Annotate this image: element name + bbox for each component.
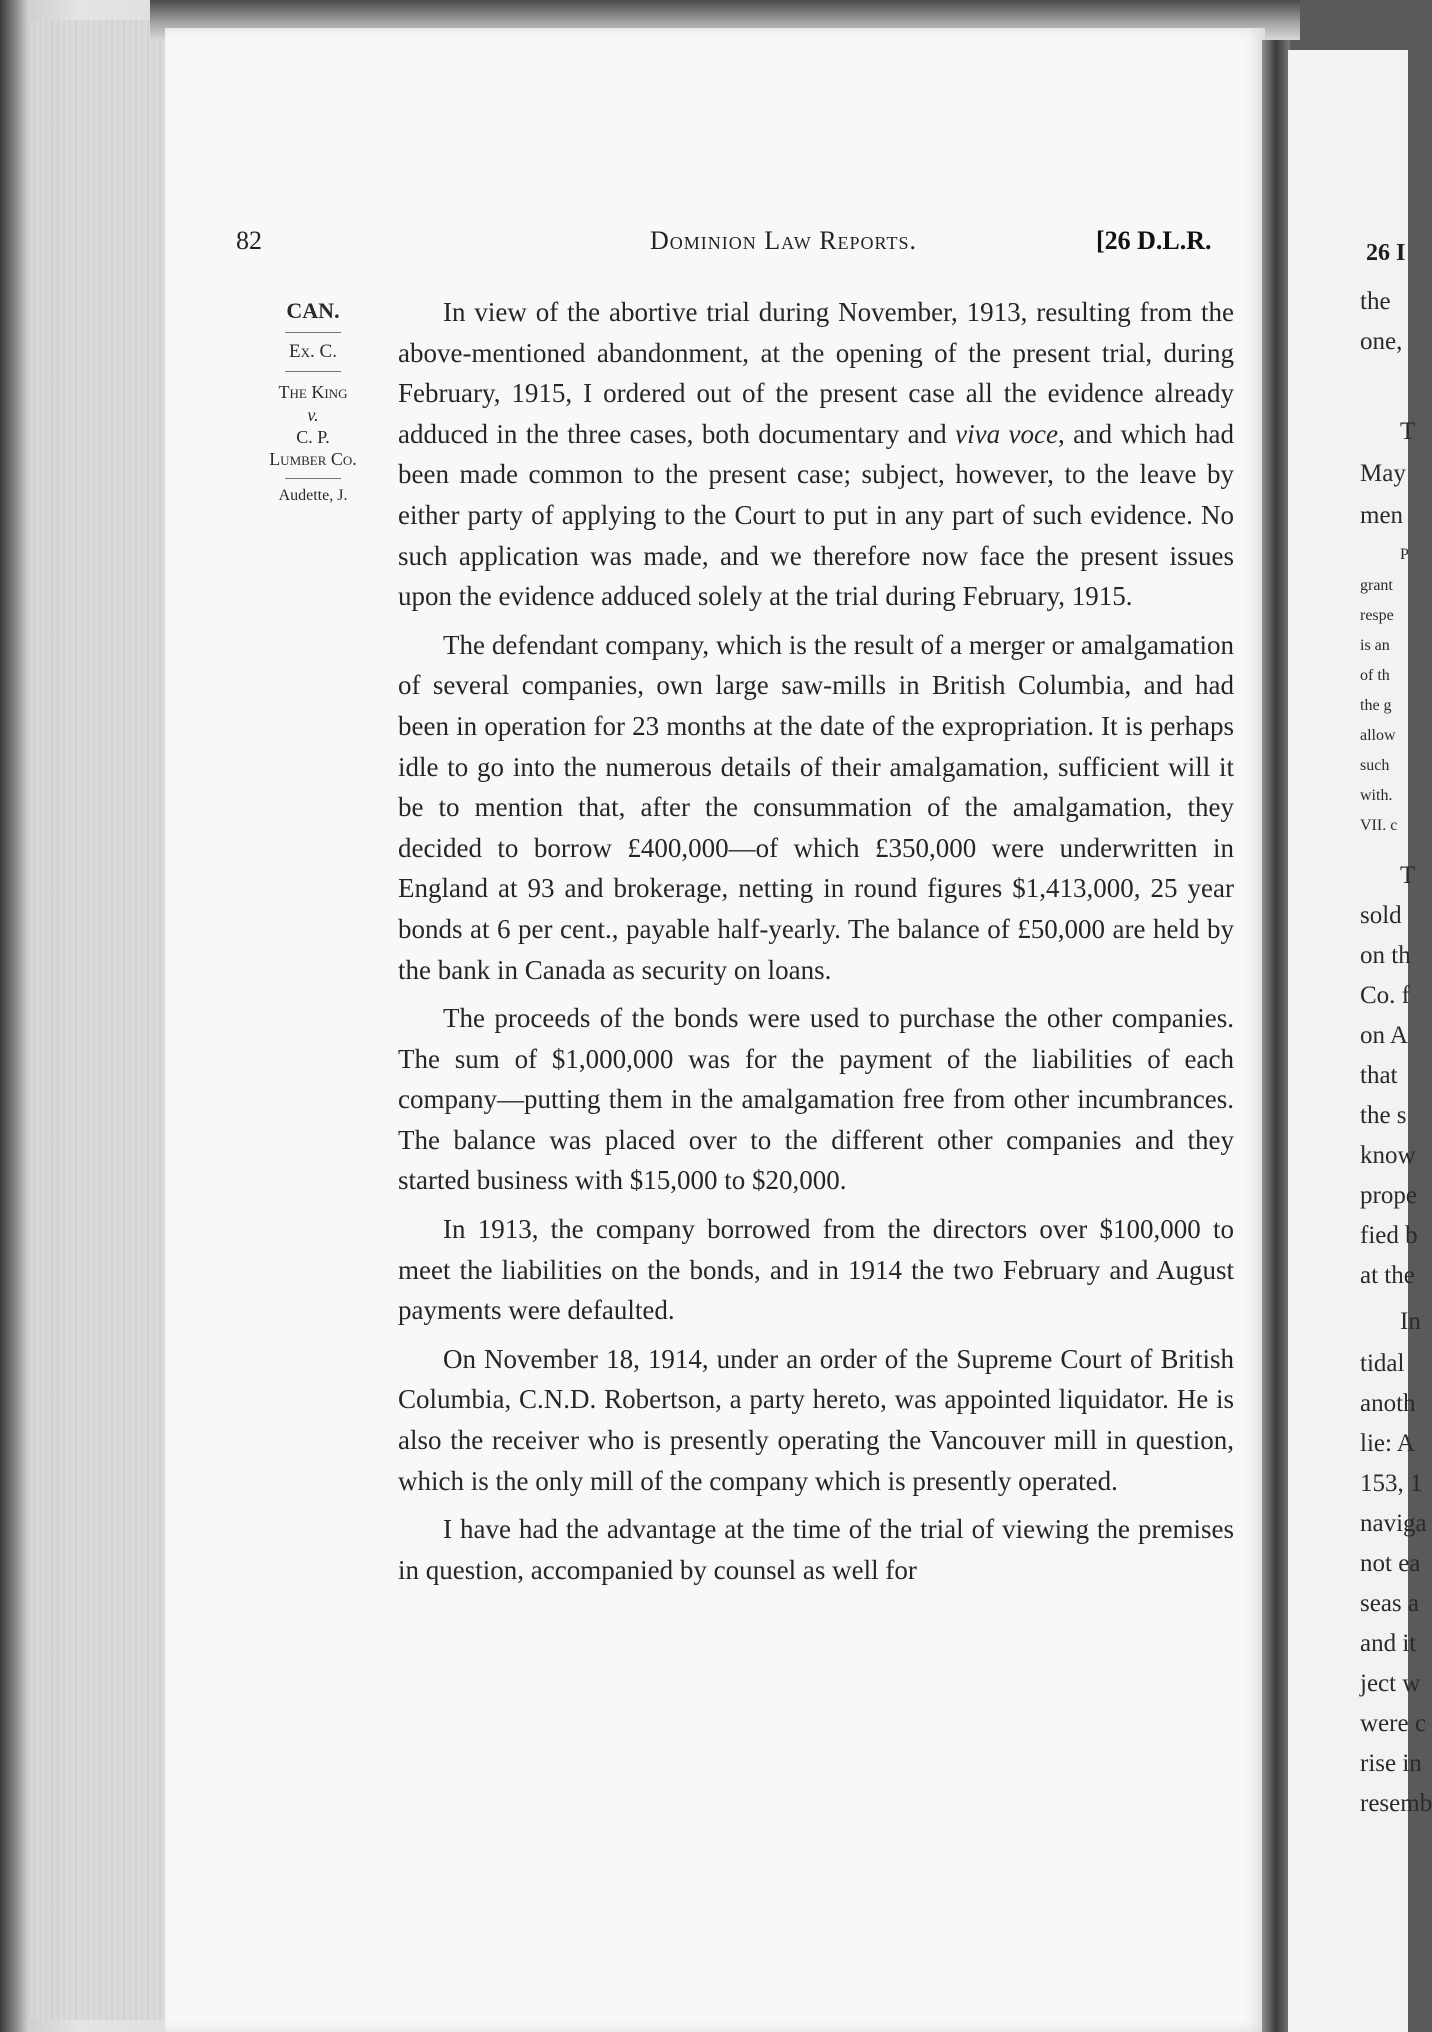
next-page-fragment: P (1400, 546, 1409, 563)
page-number: 82 (236, 226, 262, 255)
paragraph-3: The proceeds of the bonds were used to purchase the other companies. The sum of $1,000,000 was for the payment of the liabilities of each company—putting them in the amalgamation free from other incumbrances. The balance was placed over to the different other companies and they started business with $15,000 to $20,000. (398, 1003, 1234, 1196)
next-page-fragment: at the (1360, 1262, 1415, 1289)
next-page-fragment: naviga (1360, 1510, 1427, 1537)
party-defendant-line2: Lumber Co. (269, 449, 357, 469)
next-page-fragment: know (1360, 1142, 1416, 1169)
next-page-fragment: anoth (1360, 1390, 1416, 1417)
next-page-fragment: T (1400, 862, 1416, 889)
paragraph-2: The defendant company, which is the result of a merger or amalgamation of several companies, own large saw-mills in British Columbia, and had been in operation for 23 months at the date of the expropriation. It is perhaps idle to go into the numerous details of their amalgamation, sufficient will it be to mention that, after the consummation of the amalgamation, they decided to borrow £400,000—of which £350,000 were underwritten in England at 93 and brokerage, netting in round figures $1,413,000, 25 year bonds at 6 per cent., payable half-yearly. The balance of £50,000 are held by the bank in Canada as security on loans. (398, 629, 1234, 985)
next-page-fragment: not ea (1360, 1550, 1421, 1577)
next-page-fragment: were c (1360, 1710, 1426, 1737)
next-page-header: 26 I (1366, 240, 1406, 266)
page-edges (30, 20, 180, 2020)
divider (285, 478, 341, 479)
next-page-fragment: sold (1360, 902, 1402, 929)
volume-citation: [26 D.L.R. (1096, 226, 1212, 255)
next-page-fragment: ject w (1360, 1670, 1421, 1697)
division-label: Ex. C. (289, 341, 337, 362)
next-page-fragment: the s (1360, 1102, 1407, 1129)
judge-name: Audette, J. (278, 487, 348, 504)
next-page-fragment: T (1400, 418, 1416, 445)
body-text (398, 292, 1234, 1598)
next-page-fragment: the g (1360, 697, 1392, 714)
next-page-fragment: on th (1360, 942, 1411, 969)
next-page-fragment: with. (1360, 787, 1393, 804)
paragraph-1 (398, 292, 1234, 617)
paragraph-4: In 1913, the company borrowed from the directors over $100,000 to meet the liabilities on the bonds, and in 1914 the two February and August payments were defaulted. (398, 1214, 1234, 1326)
next-page-fragment: seas a (1360, 1590, 1419, 1617)
next-page-fragment: men (1360, 502, 1404, 529)
paragraph-1-text: In view of the abortive trial during November, 1913, resulting from the above-mentioned abandonment, at the opening of the present trial, during February, 1915, I ordered out of the present case all the evidence already adduced in the three cases, both documentary and (398, 297, 1234, 449)
next-page-fragment: resemb (1360, 1790, 1432, 1817)
versus-label: v. (307, 405, 319, 425)
party-plaintiff: The King (278, 382, 348, 402)
next-page-fragment: tidal (1360, 1350, 1405, 1377)
divider (285, 332, 341, 333)
next-page-fragment: lie: A (1360, 1430, 1415, 1457)
journal-title: Dominion Law Reports. (650, 226, 917, 255)
next-page-fragment: respe (1360, 607, 1394, 624)
next-page-fragment: Co. f (1360, 982, 1410, 1009)
next-page-fragment: 153, 1 (1360, 1470, 1423, 1497)
next-page-fragment: that (1360, 1062, 1398, 1089)
next-page-fragment: is an (1360, 637, 1390, 654)
running-head (0, 226, 1408, 262)
next-page-fragment: and it (1360, 1630, 1417, 1657)
next-page-fragment: one, (1360, 328, 1403, 355)
paragraph-1-text-cont: , and which had been made common to the present case; subject, however, to the leave by either party of applying to the Court to put in any part of such evidence. No such application was made, and we therefore now face the present issues upon the evidence adduced solely at the trial during February, 1915. (398, 418, 1235, 612)
next-page-fragment: VII. c (1360, 817, 1398, 834)
next-page-fragment: In (1400, 1308, 1421, 1335)
paragraph-5: On November 18, 1914, under an order of the Supreme Court of British Columbia, C.N.D. Robertson, a party hereto, was appointed liquidator. He is also the receiver who is presently operating the Vancouver mill in question, which is the only mill of the company which is presently operated. (398, 1343, 1234, 1496)
next-page-fragment: rise in (1360, 1750, 1422, 1777)
next-page-fragment: such (1360, 757, 1390, 774)
book-gutter (1262, 40, 1290, 2032)
next-page-fragment: on A (1360, 1022, 1408, 1049)
next-page-fragment: of th (1360, 667, 1390, 684)
next-page-fragment: prope (1360, 1182, 1417, 1209)
italic-phrase: viva voce (955, 418, 1058, 449)
next-page-fragment: fied b (1360, 1222, 1418, 1249)
court-label: CAN. (286, 298, 340, 323)
next-page-fragment: allow (1360, 727, 1396, 744)
divider (285, 371, 341, 372)
party-defendant-line1: C. P. (296, 427, 330, 447)
next-page-fragment: the (1360, 288, 1391, 315)
next-page (1288, 50, 1432, 2032)
next-page-fragment: May (1360, 460, 1406, 487)
paragraph-6: I have had the advantage at the time of the trial of viewing the premises in question, accompanied by counsel as well for (398, 1514, 1234, 1585)
case-sidenote (244, 298, 382, 505)
next-page-fragment: grant (1360, 577, 1393, 594)
